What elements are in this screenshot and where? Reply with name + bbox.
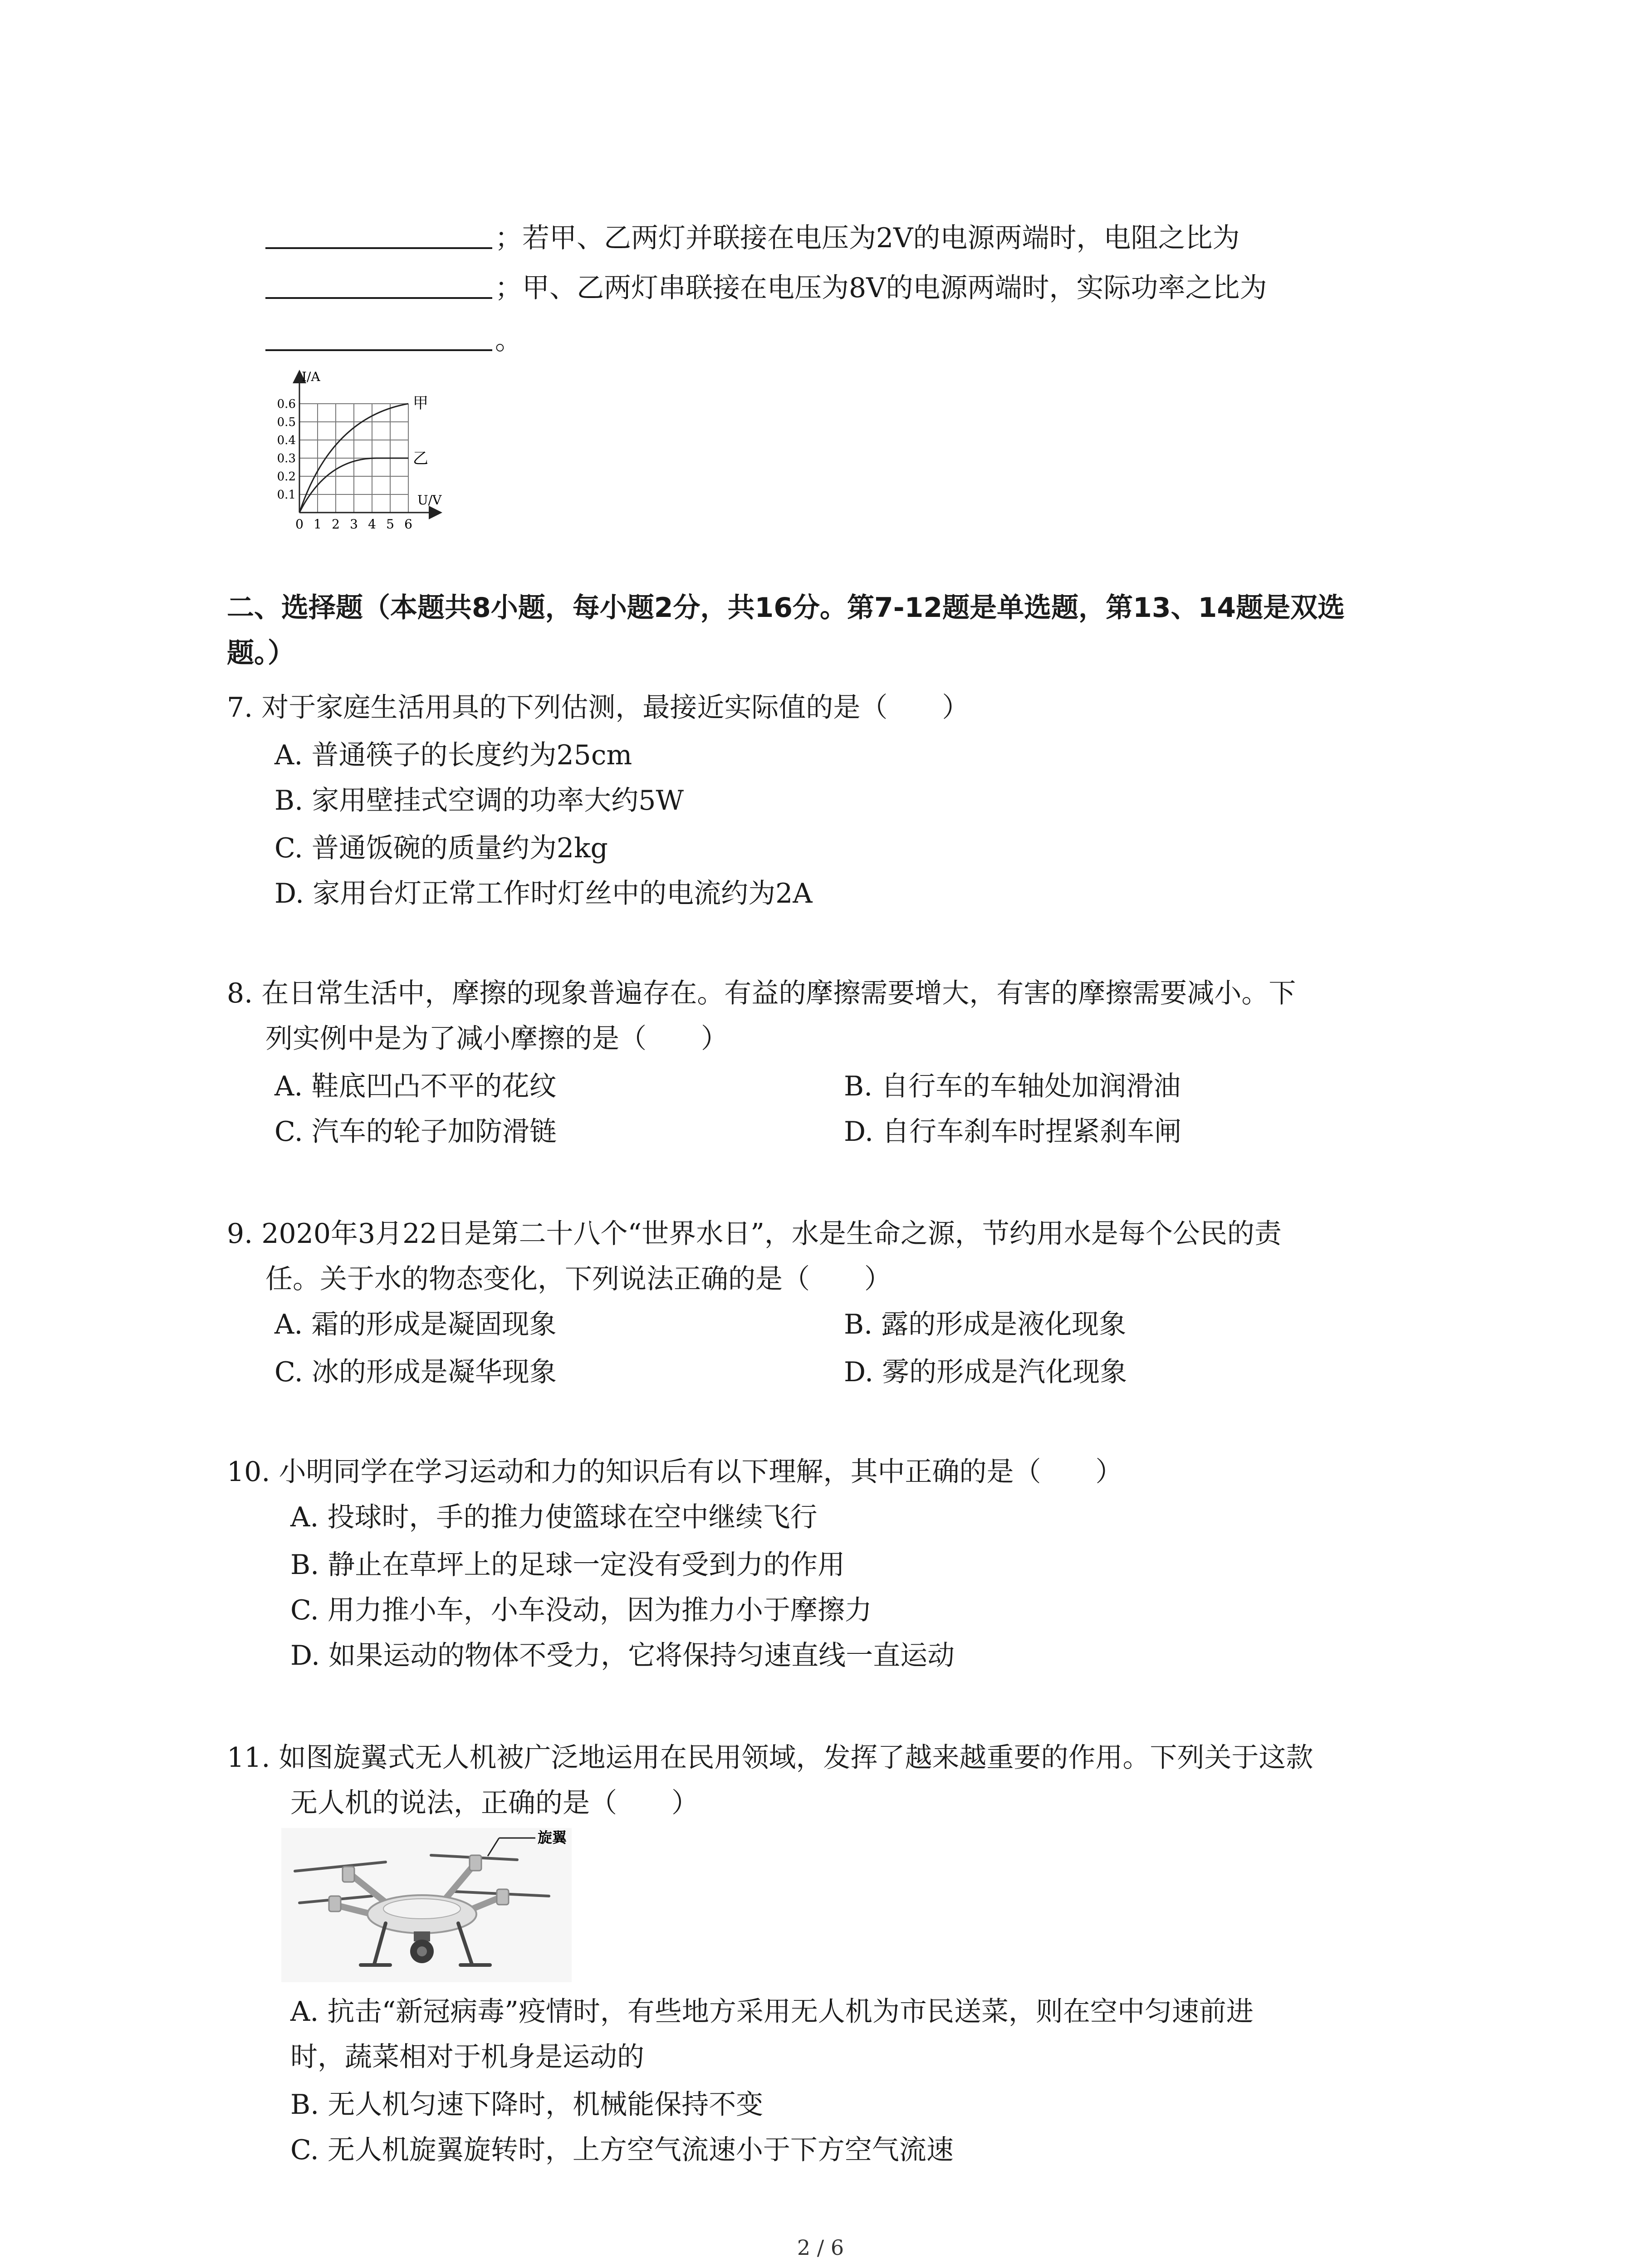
section-2-heading: 二、选择题（本题共8小题，每小题2分，共16分。第7-12题是单选题，第13、14题是双选 xyxy=(227,592,1345,624)
section-2-heading-cont: 题。） xyxy=(227,637,295,669)
q7-option-b[interactable]: B. 家用壁挂式空调的功率大约5W xyxy=(274,785,684,816)
x-tick: 3 xyxy=(350,517,358,532)
q11-option-b[interactable]: B. 无人机匀速下降时，机械能保持不变 xyxy=(290,2089,764,2121)
drone-rotor-label: 旋翼 xyxy=(538,1829,567,1846)
answer-blank-1[interactable] xyxy=(265,220,492,249)
q9-stem: 9. 2020年3月22日是第二十八个“世界水日”，水是生命之源，节约用水是每个公民的责 xyxy=(227,1218,1282,1250)
y-tick: 0.6 xyxy=(277,397,296,411)
q7-option-c[interactable]: C. 普通饭碗的质量约为2kg xyxy=(274,832,608,864)
x-tick: 2 xyxy=(332,517,340,532)
y-tick: 0.2 xyxy=(277,470,296,484)
q10-option-b[interactable]: B. 静止在草坪上的足球一定没有受到力的作用 xyxy=(290,1549,845,1581)
q8-option-a[interactable]: A. 鞋底凹凸不平的花纹 xyxy=(274,1070,557,1102)
x-tick: 0 xyxy=(295,517,304,532)
q11-stem: 11. 如图旋翼式无人机被广泛地运用在民用领域，发挥了越来越重要的作用。下列关于这款 xyxy=(227,1742,1313,1774)
q9-stem-cont: 任。关于水的物态变化，下列说法正确的是（ ） xyxy=(265,1263,892,1295)
q9-option-d[interactable]: D. 雾的形成是汽化现象 xyxy=(844,1356,1127,1388)
y-axis-label: I/A xyxy=(302,369,320,384)
fill-line-1: ；若甲、乙两灯并联接在电压为2V的电源两端时，电阻之比为 xyxy=(265,220,1240,256)
answer-blank-2[interactable] xyxy=(265,270,492,299)
curve-label-jia: 甲 xyxy=(413,394,428,412)
q11-option-c[interactable]: C. 无人机旋翼旋转时，上方空气流速小于下方空气流速 xyxy=(290,2134,954,2166)
x-tick: 4 xyxy=(368,517,376,532)
q10-option-a[interactable]: A. 投球时，手的推力使篮球在空中继续飞行 xyxy=(290,1501,818,1533)
q10-stem: 10. 小明同学在学习运动和力的知识后有以下理解，其中正确的是（ ） xyxy=(227,1456,1123,1488)
y-tick: 0.1 xyxy=(277,488,296,502)
q8-stem-cont: 列实例中是为了减小摩擦的是（ ） xyxy=(265,1023,728,1055)
q8-option-d[interactable]: D. 自行车刹车时捏紧刹车闸 xyxy=(844,1116,1182,1148)
fill-line-3: 。 xyxy=(265,322,522,358)
q10-option-c[interactable]: C. 用力推小车，小车没动，因为推力小于摩擦力 xyxy=(290,1594,872,1626)
q9-option-a[interactable]: A. 霜的形成是凝固现象 xyxy=(274,1309,557,1340)
fill-line-2: ；甲、乙两灯串联接在电压为8V的电源两端时，实际功率之比为 xyxy=(265,270,1267,306)
x-tick: 6 xyxy=(404,517,412,532)
x-tick: 5 xyxy=(386,517,394,532)
q7-option-d[interactable]: D. 家用台灯正常工作时灯丝中的电流约为2A xyxy=(274,878,813,909)
q10-option-d[interactable]: D. 如果运动的物体不受力，它将保持匀速直线一直运动 xyxy=(290,1640,955,1672)
q11-option-a-cont: 时，蔬菜相对于机身是运动的 xyxy=(290,2041,644,2073)
x-tick: 1 xyxy=(314,517,322,532)
q11-stem-cont: 无人机的说法，正确的是（ ） xyxy=(290,1787,699,1819)
page-number: 2 / 6 xyxy=(797,2235,844,2260)
y-tick: 0.5 xyxy=(277,415,296,429)
curve-label-yi: 乙 xyxy=(413,450,428,468)
y-tick: 0.4 xyxy=(277,434,296,447)
iu-graph xyxy=(254,363,463,535)
y-tick: 0.3 xyxy=(277,452,296,465)
q11-option-a[interactable]: A. 抗击“新冠病毒”疫情时，有些地方采用无人机为市民送菜，则在空中匀速前进 xyxy=(290,1996,1254,2028)
q7-stem: 7. 对于家庭生活用具的下列估测，最接近实际值的是（ ） xyxy=(227,692,970,723)
q8-option-b[interactable]: B. 自行车的车轴处加润滑油 xyxy=(844,1070,1181,1102)
answer-blank-3[interactable] xyxy=(265,322,492,351)
q8-stem: 8. 在日常生活中，摩擦的现象普遍存在。有益的摩擦需要增大，有害的摩擦需要减小。下 xyxy=(227,978,1296,1009)
q9-option-b[interactable]: B. 露的形成是液化现象 xyxy=(844,1309,1127,1340)
x-axis-label: U/V xyxy=(417,493,442,508)
q7-option-a[interactable]: A. 普通筷子的长度约为25cm xyxy=(274,739,632,771)
drone-image xyxy=(281,1828,572,1982)
q9-option-c[interactable]: C. 冰的形成是凝华现象 xyxy=(274,1356,557,1388)
q8-option-c[interactable]: C. 汽车的轮子加防滑链 xyxy=(274,1116,557,1148)
